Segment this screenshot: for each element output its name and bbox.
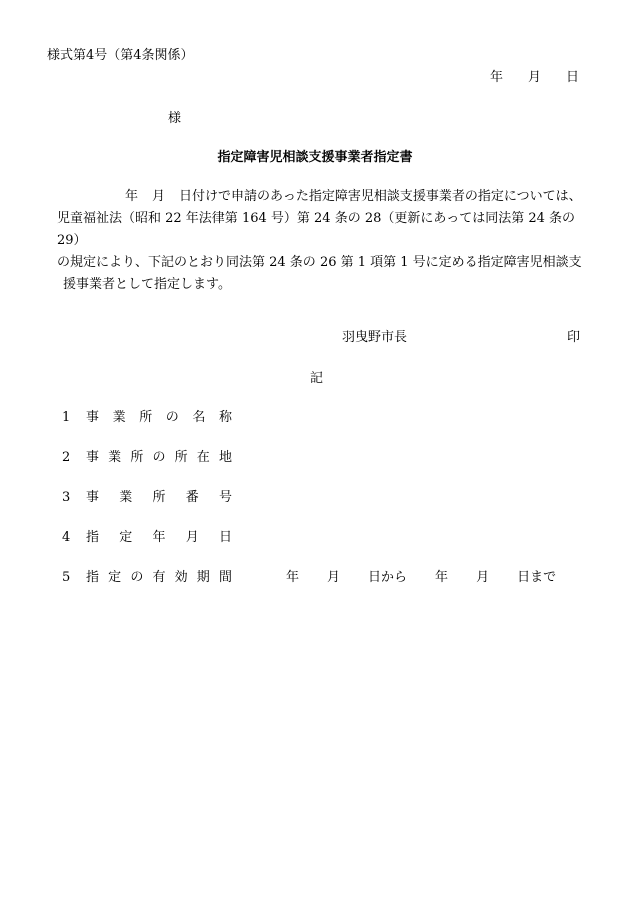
item-label: 指 定 年 月 日 bbox=[86, 530, 232, 545]
body-line-1-rest: 日付けで申請のあった指定障害児相談支援事業者の指定については、 bbox=[179, 189, 582, 204]
item-label: 指 定 の 有 効 期 間 bbox=[86, 570, 232, 585]
issuer-name: 羽曳野市長 bbox=[342, 330, 408, 345]
item-row bbox=[62, 450, 232, 466]
period-to-month: 月 bbox=[476, 570, 490, 585]
item-row bbox=[62, 410, 232, 426]
body-line-2: 児童福祉法（昭和 22 年法律第 164 号）第 24 条の 28（更新にあっては同法第 24 条の 29） bbox=[57, 211, 576, 248]
date-year: 年 bbox=[490, 70, 504, 85]
item-row bbox=[62, 490, 232, 506]
item-row bbox=[62, 530, 232, 546]
item-label: 事 業 所 の 名 称 bbox=[86, 410, 232, 425]
date-day: 日 bbox=[566, 70, 580, 85]
body-date-year: 年 bbox=[125, 189, 139, 204]
issue-date bbox=[490, 70, 579, 86]
period-to-year: 年 bbox=[435, 570, 449, 585]
body-line-4: 援事業者として指定します。 bbox=[63, 277, 231, 292]
item-row bbox=[62, 570, 232, 586]
period-from-day: 日から bbox=[368, 570, 408, 585]
item-number: 2 bbox=[62, 450, 71, 465]
period-from-year: 年 bbox=[286, 570, 300, 585]
body-date-month: 月 bbox=[152, 189, 166, 204]
item-number: 1 bbox=[62, 410, 71, 425]
seal-mark: 印 bbox=[567, 330, 581, 345]
item-label: 事 業 所 の 所 在 地 bbox=[86, 450, 232, 465]
document-title: 指定障害児相談支援事業者指定書 bbox=[217, 150, 413, 165]
form-number: 様式第4号（第4条関係） bbox=[47, 48, 194, 63]
validity-period bbox=[286, 570, 556, 586]
addressee: 様 bbox=[168, 111, 182, 126]
period-from-month: 月 bbox=[327, 570, 341, 585]
period-to-day: 日まで bbox=[517, 570, 557, 585]
body-paragraph bbox=[57, 186, 585, 296]
item-number: 4 bbox=[62, 530, 71, 545]
body-line-1 bbox=[57, 186, 585, 208]
ki-heading: 記 bbox=[310, 371, 324, 386]
body-line-3: の規定により、下記のとおり同法第 24 条の 26 第 1 項第 1 号に定める指定障害児相談支 bbox=[57, 255, 582, 270]
item-number: 5 bbox=[62, 570, 71, 585]
item-number: 3 bbox=[62, 490, 71, 505]
date-month: 月 bbox=[528, 70, 542, 85]
item-label: 事 業 所 番 号 bbox=[86, 490, 232, 505]
